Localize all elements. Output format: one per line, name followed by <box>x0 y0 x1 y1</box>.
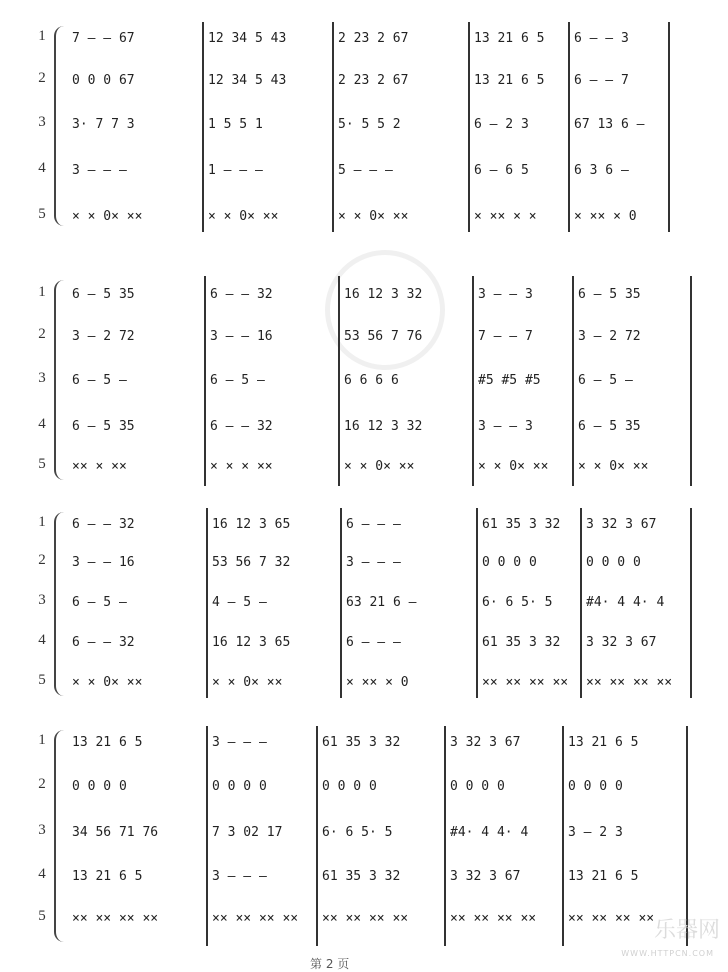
row-number: 5 <box>38 908 46 924</box>
measure: 3 — — — <box>72 163 127 178</box>
site-logo: 乐器网 <box>653 918 720 943</box>
measure: ×× ×× ×× ×× <box>212 911 299 926</box>
measure: 6 — 5 35 <box>72 287 135 302</box>
staff-row <box>0 160 728 186</box>
measure: 6 — 5 35 <box>578 419 641 434</box>
measure: × × 0× ×× <box>578 459 649 474</box>
barline <box>690 508 692 698</box>
measure: 6 — — 3 <box>574 31 629 46</box>
row-number: 3 <box>38 822 46 838</box>
measure: 13 21 6 5 <box>72 735 143 750</box>
measure: #5 #5 #5 <box>478 373 541 388</box>
measure: × × 0× ×× <box>72 675 143 690</box>
measure: × × 0× ×× <box>344 459 415 474</box>
measure: × ×× × 0 <box>346 675 409 690</box>
measure: 6 — 2 3 <box>474 117 529 132</box>
staff-row <box>0 866 728 892</box>
measure: 6 — 5 35 <box>72 419 135 434</box>
row-number: 4 <box>38 632 46 648</box>
measure: 7 — — 7 <box>478 329 533 344</box>
staff-row <box>0 326 728 352</box>
barline <box>690 276 692 486</box>
measure: 6 — 6 5 <box>474 163 529 178</box>
measure: 6 — — 32 <box>72 517 135 532</box>
measure: 67 13 6 — <box>574 117 645 132</box>
measure: 6 — — 32 <box>210 287 273 302</box>
measure: 1 5 5 1 <box>208 117 263 132</box>
measure: 3 32 3 67 <box>450 735 521 750</box>
measure: 6 — 5 — <box>578 373 633 388</box>
measure: 3· 7 7 3 <box>72 117 135 132</box>
barline <box>562 726 564 946</box>
measure: ×× ×× ×× ×× <box>322 911 409 926</box>
row-number: 5 <box>38 206 46 222</box>
measure: 0 0 0 0 <box>450 779 505 794</box>
measure: 53 56 7 76 <box>344 329 423 344</box>
staff-row <box>0 28 728 54</box>
measure: 6 — — — <box>346 635 401 650</box>
row-number: 1 <box>38 514 46 530</box>
staff-row <box>0 672 728 698</box>
measure: 2 23 2 67 <box>338 73 409 88</box>
measure: 13 21 6 5 <box>568 735 639 750</box>
row-number: 3 <box>38 592 46 608</box>
measure: #4· 4 4· 4 <box>450 825 529 840</box>
row-number: 5 <box>38 456 46 472</box>
row-number: 2 <box>38 776 46 792</box>
staff-row <box>0 822 728 848</box>
measure: 0 0 0 0 <box>568 779 623 794</box>
row-number: 5 <box>38 672 46 688</box>
barline <box>340 508 342 698</box>
barline <box>580 508 582 698</box>
measure: 63 21 6 — <box>346 595 417 610</box>
measure: 3 — — — <box>346 555 401 570</box>
row-number: 1 <box>38 28 46 44</box>
row-number: 4 <box>38 866 46 882</box>
measure: 0 0 0 0 <box>482 555 537 570</box>
barline <box>204 276 206 486</box>
measure: 6· 6 5· 5 <box>482 595 553 610</box>
staff-row <box>0 552 728 578</box>
measure: 3 32 3 67 <box>586 517 657 532</box>
measure: 6 — — 32 <box>72 635 135 650</box>
barline <box>206 726 208 946</box>
staff-row <box>0 592 728 618</box>
measure: × × 0× ×× <box>338 209 409 224</box>
measure: 3 32 3 67 <box>450 869 521 884</box>
measure: 0 0 0 0 <box>72 779 127 794</box>
barline <box>572 276 574 486</box>
measure: 0 0 0 0 <box>322 779 377 794</box>
staff-row <box>0 732 728 758</box>
measure: 0 0 0 0 <box>586 555 641 570</box>
system-2 <box>0 276 728 486</box>
staff-row <box>0 416 728 442</box>
barline <box>202 22 204 232</box>
page-footer: 第 2 页 <box>310 957 350 971</box>
site-url: WWW.HTTPCN.COM <box>621 949 714 958</box>
measure: ×× ×× ×× ×× <box>482 675 569 690</box>
barline <box>332 22 334 232</box>
row-number: 2 <box>38 552 46 568</box>
measure: 6 — 5 — <box>72 595 127 610</box>
staff-row <box>0 908 728 934</box>
measure: 1 — — — <box>208 163 263 178</box>
staff-row <box>0 370 728 396</box>
measure: 13 21 6 5 <box>474 73 545 88</box>
system-3 <box>0 508 728 698</box>
measure: 12 34 5 43 <box>208 73 287 88</box>
measure: 3 — — 16 <box>210 329 273 344</box>
row-number: 2 <box>38 326 46 342</box>
barline <box>468 22 470 232</box>
measure: 61 35 3 32 <box>482 517 561 532</box>
measure: 6 6 6 6 <box>344 373 399 388</box>
system-1 <box>0 22 728 232</box>
staff-row <box>0 70 728 96</box>
measure: 61 35 3 32 <box>482 635 561 650</box>
measure: 3 — — 3 <box>478 287 533 302</box>
system-4 <box>0 726 728 946</box>
measure: ×× ×× ×× ×× <box>568 911 655 926</box>
barline <box>316 726 318 946</box>
measure: 3 32 3 67 <box>586 635 657 650</box>
measure: 6· 6 5· 5 <box>322 825 393 840</box>
measure: 3 — 2 72 <box>72 329 135 344</box>
row-number: 3 <box>38 114 46 130</box>
measure: ×× ×× ×× ×× <box>586 675 673 690</box>
measure: 5 — — — <box>338 163 393 178</box>
measure: × ×× × 0 <box>574 209 637 224</box>
row-number: 2 <box>38 70 46 86</box>
row-number: 4 <box>38 416 46 432</box>
measure: 53 56 7 32 <box>212 555 291 570</box>
measure: × ×× × × <box>474 209 537 224</box>
measure: 3 — — 16 <box>72 555 135 570</box>
measure: × × 0× ×× <box>72 209 143 224</box>
row-number: 4 <box>38 160 46 176</box>
barline <box>568 22 570 232</box>
measure: 61 35 3 32 <box>322 869 401 884</box>
measure: 61 35 3 32 <box>322 735 401 750</box>
measure: 5· 5 5 2 <box>338 117 401 132</box>
measure: 3 — — — <box>212 869 267 884</box>
measure: 4 — 5 — <box>212 595 267 610</box>
measure: 7 — — 67 <box>72 31 135 46</box>
measure: 3 — — — <box>212 735 267 750</box>
measure: 3 — 2 3 <box>568 825 623 840</box>
measure: 6 3 6 — <box>574 163 629 178</box>
measure: ×× × ×× <box>72 459 127 474</box>
measure: 13 21 6 5 <box>568 869 639 884</box>
staff-row <box>0 456 728 482</box>
measure: × × 0× ×× <box>478 459 549 474</box>
measure: 0 0 0 0 <box>212 779 267 794</box>
measure: 16 12 3 32 <box>344 287 423 302</box>
barline <box>472 276 474 486</box>
row-number: 1 <box>38 732 46 748</box>
barline <box>338 276 340 486</box>
measure: 6 — — 32 <box>210 419 273 434</box>
measure: 6 — 5 — <box>210 373 265 388</box>
measure: 13 21 6 5 <box>474 31 545 46</box>
measure: × × 0× ×× <box>212 675 283 690</box>
measure: 6 — 5 — <box>72 373 127 388</box>
barline <box>444 726 446 946</box>
barline <box>206 508 208 698</box>
measure: 16 12 3 32 <box>344 419 423 434</box>
staff-row <box>0 206 728 232</box>
row-number: 3 <box>38 370 46 386</box>
measure: × × 0× ×× <box>208 209 279 224</box>
measure: 3 — 2 72 <box>578 329 641 344</box>
staff-row <box>0 284 728 310</box>
measure: 3 — — 3 <box>478 419 533 434</box>
staff-row <box>0 514 728 540</box>
measure: ×× ×× ×× ×× <box>450 911 537 926</box>
staff-row <box>0 632 728 658</box>
barline <box>476 508 478 698</box>
measure: 16 12 3 65 <box>212 517 291 532</box>
measure: 12 34 5 43 <box>208 31 287 46</box>
staff-row <box>0 776 728 802</box>
measure: 6 — 5 35 <box>578 287 641 302</box>
measure: × × × ×× <box>210 459 273 474</box>
row-number: 1 <box>38 284 46 300</box>
measure: 16 12 3 65 <box>212 635 291 650</box>
measure: 13 21 6 5 <box>72 869 143 884</box>
staff-row <box>0 114 728 140</box>
barline <box>668 22 670 232</box>
measure: 2 23 2 67 <box>338 31 409 46</box>
measure: 6 — — 7 <box>574 73 629 88</box>
measure: ×× ×× ×× ×× <box>72 911 159 926</box>
measure: 7 3 02 17 <box>212 825 283 840</box>
measure: 6 — — — <box>346 517 401 532</box>
measure: 0 0 0 67 <box>72 73 135 88</box>
measure: #4· 4 4· 4 <box>586 595 665 610</box>
measure: 34 56 71 76 <box>72 825 159 840</box>
